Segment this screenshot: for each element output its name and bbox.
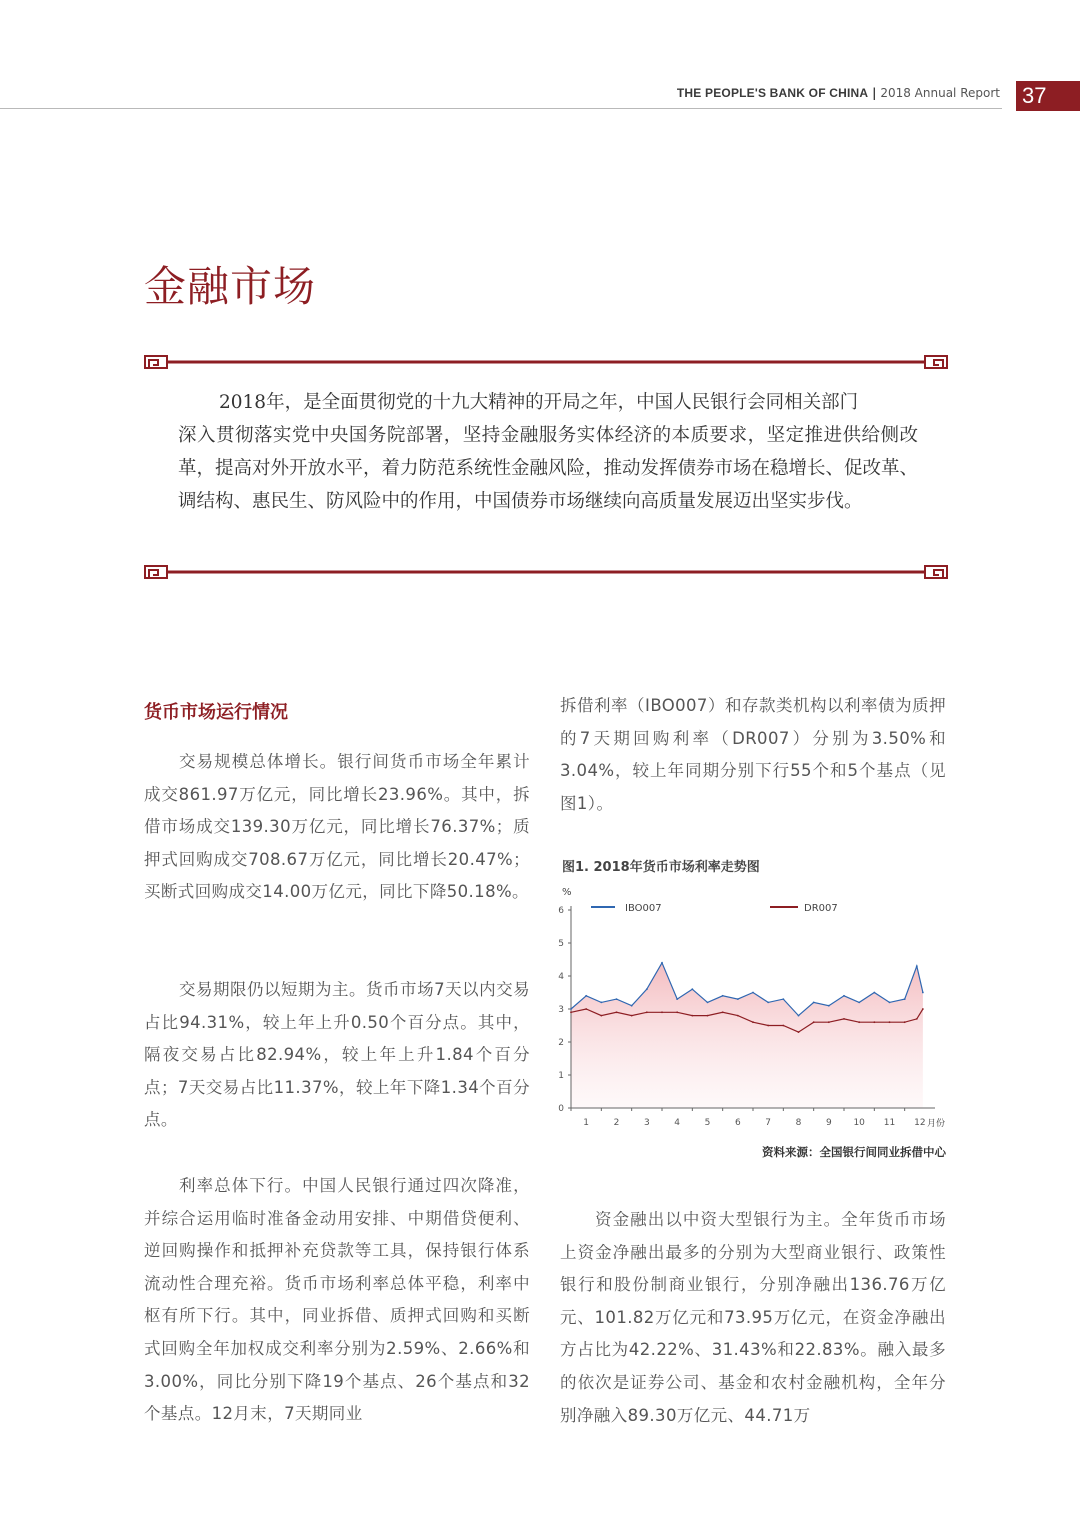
data-point-dr007 — [873, 1021, 875, 1023]
data-point-dr007 — [585, 1008, 587, 1010]
data-point-dr007 — [616, 1011, 618, 1013]
decorative-fret-rule-bottom — [144, 564, 948, 580]
paragraph-trading-term: 交易期限仍以短期为主。货币市场7天以内交易占比94.31%，较上年上升0.50个百分点。其中，隔夜交易占比82.94%，较上年上升1.84个百分点；7天交易占比11.37%，较上年下降1.34个百分点。 — [144, 980, 530, 1130]
data-point-ibo007 — [767, 1002, 769, 1004]
page-number: 37 — [1016, 81, 1080, 111]
data-point-ibo007 — [585, 995, 587, 997]
data-point-dr007 — [631, 1015, 633, 1017]
x-tick-label: 6 — [734, 1118, 741, 1128]
data-point-ibo007 — [676, 998, 678, 1000]
x-tick-label: 8 — [795, 1118, 802, 1128]
paragraph-fund-lending: 资金融出以中资大型银行为主。全年货币市场上资金净融出最多的分别为大型商业银行、政策性银行和股份制商业银行，分别净融出136.76万亿元、101.82万亿元和73.95万亿元，在资金净融出方占比为42.22%、31.43%和22.83%。融入最多的依次是证券公司、基金和农村金融机构，全年分别净融入89.30万亿元、44.71万 — [560, 1210, 946, 1425]
x-tick-label: 7 — [765, 1118, 772, 1128]
data-point-dr007 — [916, 1018, 918, 1020]
intro-first-line: 2018年，是全面贯彻党的十九大精神的开局之年，中国人民银行会同相关部门 — [219, 392, 859, 413]
section-heading: 货币市场运行情况 — [144, 702, 288, 723]
decorative-fret-rule-top — [144, 354, 948, 370]
data-point-dr007 — [798, 1031, 800, 1033]
x-tick-label: 11 — [883, 1118, 896, 1128]
x-tick-label: 12 — [914, 1118, 926, 1128]
data-point-ibo007 — [722, 995, 724, 997]
data-point-dr007 — [707, 1015, 709, 1017]
data-point-dr007 — [737, 1015, 739, 1017]
data-point-ibo007 — [904, 998, 906, 1000]
rate-trend-chart — [555, 880, 950, 1135]
data-point-dr007 — [691, 1015, 693, 1017]
data-point-ibo007 — [631, 1005, 633, 1007]
data-point-ibo007 — [828, 1005, 830, 1007]
data-point-ibo007 — [798, 1015, 800, 1017]
y-tick-label: 0 — [558, 1104, 564, 1114]
data-point-ibo007 — [782, 998, 784, 1000]
page-title: 金融市场 — [144, 262, 317, 311]
data-point-dr007 — [904, 1021, 906, 1023]
data-point-ibo007 — [858, 1002, 860, 1004]
intro-paragraph — [178, 386, 918, 518]
x-tick-label: 5 — [704, 1118, 711, 1128]
data-point-dr007 — [570, 1011, 572, 1013]
paragraph-trading-volume: 交易规模总体增长。银行间货币市场全年累计成交861.97万亿元，同比增长23.96%。其中，拆借市场成交139.30万亿元，同比增长76.37%；质押式回购成交708.67万亿元，同比增长20.47%；买断式回购成交14.00万亿元，同比下降50.18%。 — [144, 752, 530, 902]
data-point-ibo007 — [737, 998, 739, 1000]
data-point-dr007 — [889, 1021, 891, 1023]
header-org: THE PEOPLE'S BANK OF CHINA — [676, 86, 869, 100]
data-point-dr007 — [600, 1015, 602, 1017]
data-point-dr007 — [676, 1011, 678, 1013]
data-point-ibo007 — [922, 992, 924, 994]
y-tick-label: 3 — [558, 1005, 564, 1015]
data-point-dr007 — [813, 1021, 815, 1023]
data-point-ibo007 — [661, 962, 663, 964]
figure-title: 图1. 2018年货币市场利率走势图 — [562, 860, 760, 875]
legend-ibo007-label: IBO007 — [625, 903, 662, 914]
data-point-dr007 — [828, 1021, 830, 1023]
x-tick-label: 3 — [643, 1118, 650, 1128]
x-axis-label: 月份 — [927, 1119, 946, 1129]
paragraph-interest-rates-cont: 拆借利率（IBO007）和存款类机构以利率债为质押的7天期回购利率（DR007）分别为3.50%和3.04%，较上年同期分别下行55个和5个基点（见图1）。 — [560, 696, 946, 813]
x-tick-label: 2 — [613, 1118, 620, 1128]
header-report: 2018 Annual Report — [880, 86, 1000, 100]
x-tick-label: 1 — [583, 1118, 590, 1128]
data-point-ibo007 — [646, 988, 648, 990]
data-point-dr007 — [922, 1008, 924, 1010]
x-tick-label: 4 — [674, 1118, 681, 1128]
data-point-ibo007 — [616, 998, 618, 1000]
data-point-dr007 — [782, 1025, 784, 1027]
y-tick-label: 5 — [558, 939, 564, 949]
y-tick-label: 6 — [558, 906, 564, 916]
data-point-ibo007 — [813, 1002, 815, 1004]
data-point-ibo007 — [707, 1002, 709, 1004]
data-point-dr007 — [843, 1018, 845, 1020]
paragraph-interest-rates: 利率总体下行。中国人民银行通过四次降准，并综合运用临时准备金动用安排、中期借贷便利、逆回购操作和抵押补充贷款等工具，保持银行体系流动性合理充裕。货币市场利率总体平稳，利率中枢有所下行。其中，同业拆借、质押式回购和买断式回购全年加权成交利率分别为2.59%、2.66%和3.00%，同比分别下降19个基点、26个基点和32个基点。12月末，7天期同业 — [144, 1176, 530, 1424]
data-point-ibo007 — [570, 1008, 572, 1010]
x-tick-label: 10 — [853, 1118, 865, 1128]
data-point-ibo007 — [916, 965, 918, 967]
data-point-ibo007 — [752, 992, 754, 994]
data-point-dr007 — [646, 1011, 648, 1013]
y-tick-label: 2 — [558, 1038, 564, 1048]
intro-rest: 深入贯彻落实党中央国务院部署，坚持金融服务实体经济的本质要求，坚定推进供给侧改革，提高对外开放水平，着力防范系统性金融风险，推动发挥债券市场在稳增长、促改革、调结构、惠民生、防风险中的作用，中国债券市场继续向高质量发展迈出坚实步伐。 — [178, 425, 919, 512]
area-fill — [571, 963, 923, 1108]
data-point-ibo007 — [889, 1002, 891, 1004]
header-separator: | — [872, 86, 877, 100]
data-point-dr007 — [767, 1025, 769, 1027]
data-point-dr007 — [858, 1021, 860, 1023]
data-point-dr007 — [661, 1011, 663, 1013]
y-tick-label: 4 — [558, 972, 564, 982]
chart-svg — [555, 880, 950, 1135]
y-axis-label: % — [562, 887, 572, 898]
figure-source: 资料来源：全国银行间同业拆借中心 — [762, 1145, 946, 1159]
data-point-ibo007 — [600, 1002, 602, 1004]
y-tick-label: 1 — [558, 1071, 564, 1081]
data-point-ibo007 — [873, 992, 875, 994]
legend-dr007-label: DR007 — [804, 903, 838, 914]
data-point-ibo007 — [691, 988, 693, 990]
data-point-dr007 — [752, 1021, 754, 1023]
data-point-dr007 — [722, 1011, 724, 1013]
x-tick-label: 9 — [825, 1118, 832, 1128]
data-point-ibo007 — [843, 995, 845, 997]
header-rule — [0, 108, 1002, 109]
running-header — [600, 86, 1000, 100]
